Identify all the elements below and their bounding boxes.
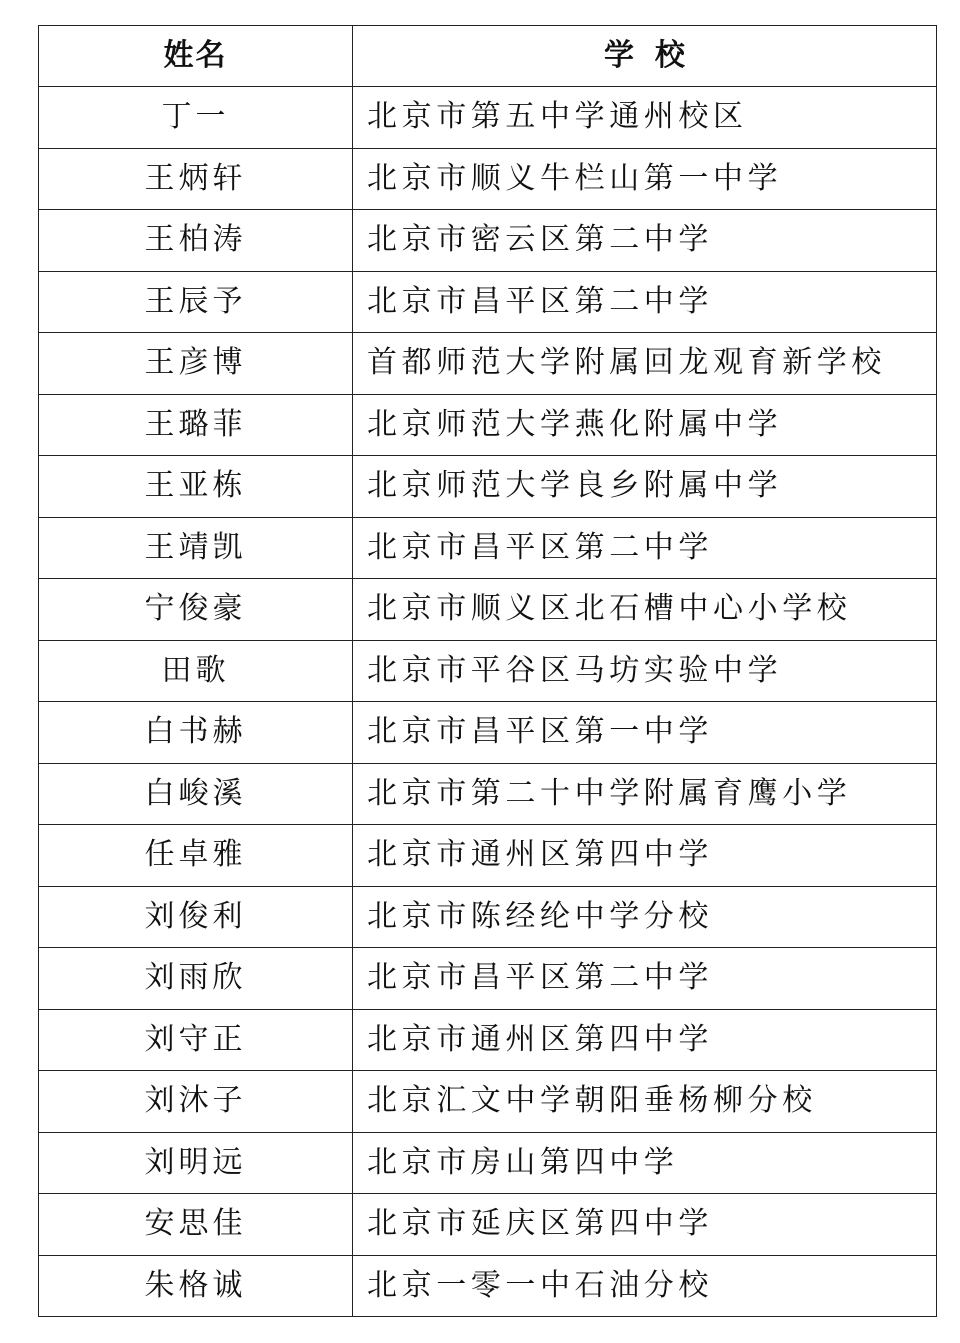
table-body <box>39 87 937 1317</box>
table-row <box>39 825 937 887</box>
table-row <box>39 579 937 641</box>
student-school-table <box>38 25 937 1317</box>
school-cell: 北京市昌平区第二中学 <box>353 948 937 1010</box>
column-header-school-label: 学 校 <box>604 38 685 73</box>
student-name-cell: 任卓雅 <box>39 825 353 887</box>
student-name-cell: 丁一 <box>39 87 353 149</box>
school-cell: 北京一零一中石油分校 <box>353 1255 937 1317</box>
school-cell: 北京市通州区第四中学 <box>353 1009 937 1071</box>
column-header-school <box>353 26 937 87</box>
school-cell: 北京市陈经纶中学分校 <box>353 886 937 948</box>
school-cell: 北京市房山第四中学 <box>353 1132 937 1194</box>
school-cell: 北京汇文中学朝阳垂杨柳分校 <box>353 1071 937 1133</box>
school-cell: 北京师范大学良乡附属中学 <box>353 456 937 518</box>
student-name-cell: 白书赫 <box>39 702 353 764</box>
table-row <box>39 517 937 579</box>
student-name-cell: 朱格诚 <box>39 1255 353 1317</box>
table-row <box>39 1009 937 1071</box>
student-name-cell: 王柏涛 <box>39 210 353 272</box>
table-row <box>39 886 937 948</box>
table-row <box>39 1255 937 1317</box>
school-cell: 北京市延庆区第四中学 <box>353 1194 937 1256</box>
school-cell: 北京市通州区第四中学 <box>353 825 937 887</box>
table-row <box>39 702 937 764</box>
school-cell: 北京市昌平区第一中学 <box>353 702 937 764</box>
student-name-cell: 刘沐子 <box>39 1071 353 1133</box>
school-cell: 北京市平谷区马坊实验中学 <box>353 640 937 702</box>
table-row <box>39 1194 937 1256</box>
school-cell: 北京市昌平区第二中学 <box>353 517 937 579</box>
student-name-cell: 王靖凯 <box>39 517 353 579</box>
school-cell: 北京市顺义牛栏山第一中学 <box>353 148 937 210</box>
table-row <box>39 1132 937 1194</box>
table-row <box>39 394 937 456</box>
student-name-cell: 王璐菲 <box>39 394 353 456</box>
student-name-cell: 刘雨欣 <box>39 948 353 1010</box>
student-name-cell: 刘明远 <box>39 1132 353 1194</box>
table-row <box>39 948 937 1010</box>
student-name-cell: 白峻溪 <box>39 763 353 825</box>
school-cell: 北京市顺义区北石槽中心小学校 <box>353 579 937 641</box>
table-row <box>39 271 937 333</box>
student-name-cell: 田歌 <box>39 640 353 702</box>
table-row <box>39 640 937 702</box>
student-name-cell: 宁俊豪 <box>39 579 353 641</box>
school-cell: 北京市密云区第二中学 <box>353 210 937 272</box>
table-row <box>39 87 937 149</box>
table-row <box>39 1071 937 1133</box>
table-row <box>39 763 937 825</box>
column-header-name: 姓名 <box>39 26 353 87</box>
table-row <box>39 456 937 518</box>
table-row <box>39 210 937 272</box>
student-name-cell: 安思佳 <box>39 1194 353 1256</box>
student-name-cell: 王彦博 <box>39 333 353 395</box>
student-name-cell: 王亚栋 <box>39 456 353 518</box>
student-name-cell: 刘俊利 <box>39 886 353 948</box>
school-cell: 北京市第二十中学附属育鹰小学 <box>353 763 937 825</box>
school-cell: 北京市第五中学通州校区 <box>353 87 937 149</box>
school-cell: 北京师范大学燕化附属中学 <box>353 394 937 456</box>
student-name-cell: 王炳轩 <box>39 148 353 210</box>
school-cell: 首都师范大学附属回龙观育新学校 <box>353 333 937 395</box>
student-name-cell: 刘守正 <box>39 1009 353 1071</box>
table-row <box>39 333 937 395</box>
table-header-row <box>39 26 937 87</box>
school-cell: 北京市昌平区第二中学 <box>353 271 937 333</box>
table-row <box>39 148 937 210</box>
student-name-cell: 王辰予 <box>39 271 353 333</box>
